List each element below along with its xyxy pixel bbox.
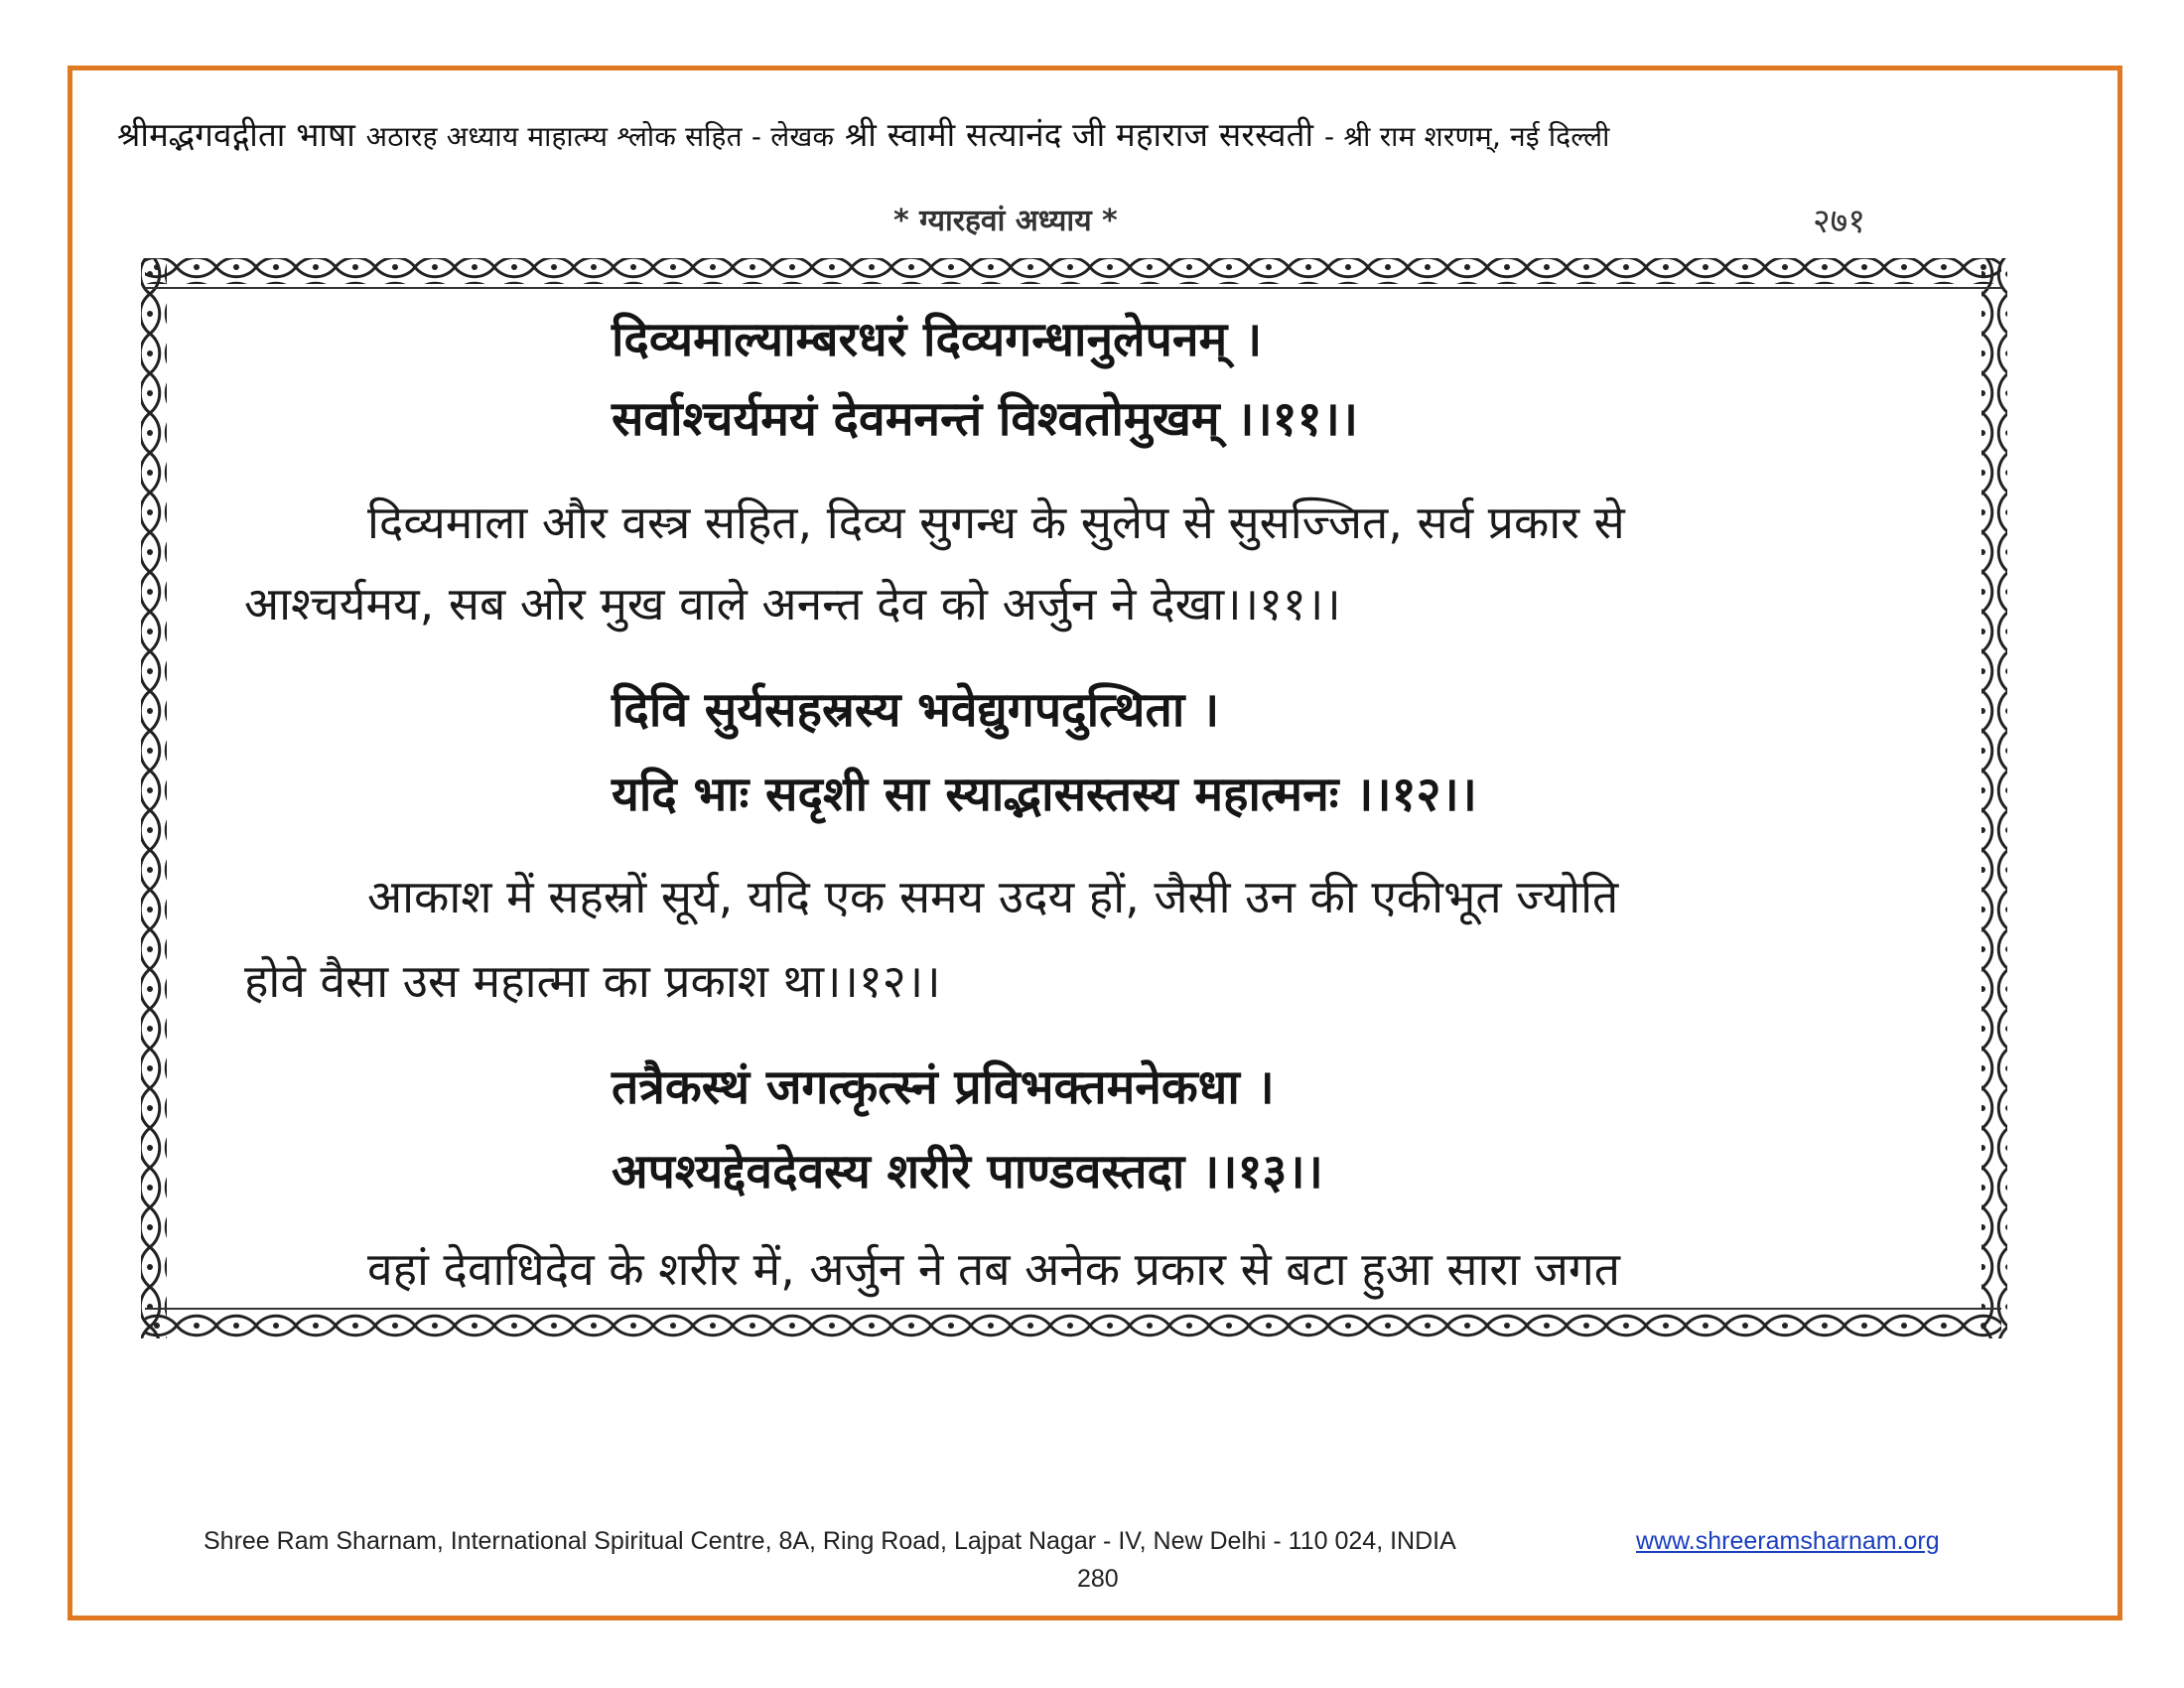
footer-address: Shree Ram Sharnam, International Spiritual Centre, 8A, Ring Road, Lajpat Nagar - IV, New Delhi - 110 024, INDIA xyxy=(204,1527,1456,1555)
verse-11-line-1: दिव्यमाल्याम्बरधरं दिव्यगन्धानुलेपनम् । xyxy=(612,312,1263,367)
page-number: 280 xyxy=(1077,1565,1119,1593)
verse-12-line-2: यदि भाः सदृशी सा स्याद्भासस्तस्य महात्मनः ।।१२।। xyxy=(612,767,1477,822)
meaning-13-line-1: वहां देवाधिदेव के शरीर में, अर्जुन ने तब अनेक प्रकार से बटा हुआ सारा जगत xyxy=(367,1242,1620,1296)
chapter-heading: * ग्यारहवां अध्याय * xyxy=(893,204,1118,238)
header-title: श्रीमद्भगवद्गीता भाषा xyxy=(117,115,355,154)
header-subtitle: अठारह अध्याय माहात्म्य श्लोक सहित - लेखक xyxy=(365,120,835,153)
website-link[interactable]: www.shreeramsharnam.org xyxy=(1636,1527,1940,1555)
meaning-11-line-2: आश्चर्यमय, सब ओर मुख वाले अनन्त देव को अर्जुन ने देखा।।११।। xyxy=(244,577,1341,631)
verse-13-line-1: तत्रैकस्थं जगत्कृत्स्नं प्रविभक्तमनेकधा । xyxy=(612,1059,1275,1115)
meaning-12-line-1: आकाश में सहस्रों सूर्य, यदि एक समय उदय हों, जैसी उन की एकीभूत ज्योति xyxy=(367,870,1619,923)
scan-page-number: २७१ xyxy=(1813,202,1866,241)
header-publisher: - श्री राम शरणम्, नई दिल्ली xyxy=(1323,120,1610,153)
header-author: श्री स्वामी सत्यानंद जी महाराज सरस्वती xyxy=(844,115,1314,154)
meaning-11-line-1: दिव्यमाला और वस्त्र सहित, दिव्य सुगन्ध के सुलेप से सुसज्जित, सर्व प्रकार से xyxy=(367,495,1625,549)
document-header xyxy=(117,111,2083,156)
verse-12-line-1: दिवि सुर्यसहस्रस्य भवेद्युगपदुत्थिता । xyxy=(612,682,1220,738)
meaning-12-line-2: होवे वैसा उस महात्मा का प्रकाश था।।१२।। xyxy=(244,954,941,1008)
scanned-page xyxy=(137,254,2013,1344)
verse-11-line-2: सर्वाश्चर्यमयं देवमनन्तं विश्वतोमुखम् ।।११।। xyxy=(612,391,1358,447)
verse-13-line-2: अपश्यद्देवदेवस्य शरीरे पाण्डवस्तदा ।।१३।। xyxy=(612,1144,1323,1199)
